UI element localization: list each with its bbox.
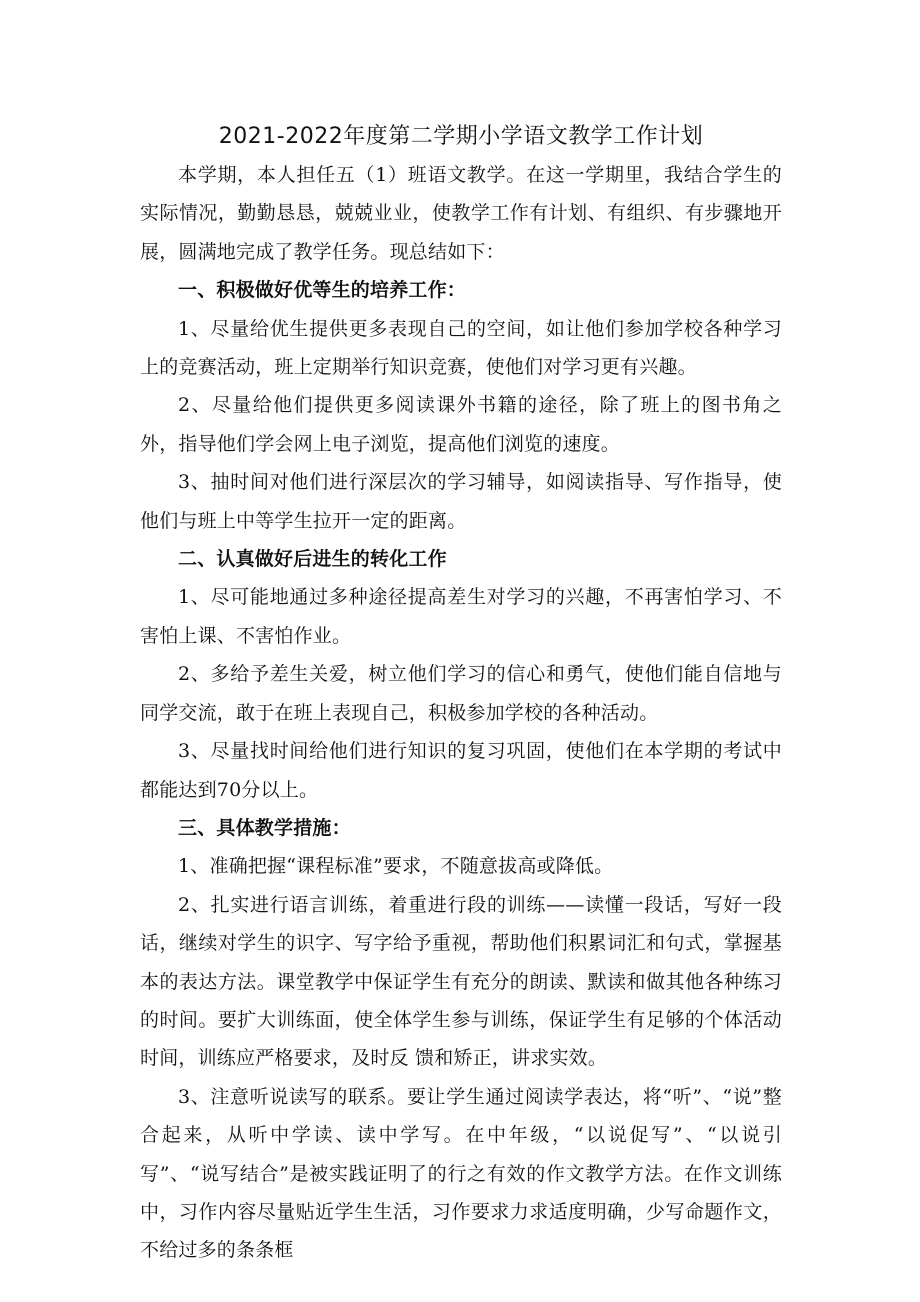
section-1-paragraph-3: 3、抽时间对他们进行深层次的学习辅导，如阅读指导、写作指导，使他们与班上中等学生拉开一定的距离。 bbox=[140, 471, 782, 532]
section-heading-1: 一、积极做好优等生的培养工作： bbox=[178, 279, 467, 302]
section-heading-2: 二、认真做好后进生的转化工作 bbox=[178, 548, 447, 571]
section-2-paragraph-1: 1、尽可能地通过多种途径提高差生对学习的兴趣，不再害怕学习、不害怕上课、不害怕作业。 bbox=[140, 586, 782, 647]
section-3-paragraph-1: 1、准确把握“课程标准”要求，不随意拔高或降低。 bbox=[178, 855, 614, 878]
section-1-paragraph-2: 2、尽量给他们提供更多阅读课外书籍的途径，除了班上的图书角之外，指导他们学会网上电子浏览，提高他们浏览的速度。 bbox=[140, 394, 782, 455]
intro-paragraph: 本学期，本人担任五（1）班语文教学。在这一学期里，我结合学生的实际情况，勤勤恳恳，兢兢业业，使教学工作有计划、有组织、有步骤地开展，圆满地完成了教学任务。现总结如下： bbox=[140, 164, 782, 263]
section-1-paragraph-1: 1、尽量给优生提供更多表现自己的空间，如让他们参加学校各种学习上的竞赛活动，班上定期举行知识竞赛，使他们对学习更有兴趣。 bbox=[140, 317, 782, 379]
section-2-paragraph-3: 3、尽量找时间给他们进行知识的复习巩固，使他们在本学期的考试中都能达到70分以上。 bbox=[140, 740, 782, 801]
document-title: 2021-2022年度第二学期小学语文教学工作计划 bbox=[218, 124, 704, 149]
section-3-paragraph-2: 2、扎实进行语言训练，着重进行段的训练——读懂一段话，写好一段话，继续对学生的识字、写字给予重视，帮助他们积累词汇和句式，掌握基本的表达方法。课堂教学中保证学生有充分的朗读、默读和做其他各种练习的时间。要扩大训练面，使全体学生参与训练，保证学生有足够的个体活动时间，训练应严格要求，及时反 馈和矫正，讲求实效。 bbox=[140, 893, 782, 1070]
section-2-paragraph-2: 2、多给予差生关爱，树立他们学习的信心和勇气，使他们能自信地与同学交流，敢于在班上表现自己，积极参加学校的各种活动。 bbox=[140, 663, 782, 724]
document-body bbox=[140, 118, 782, 1270]
section-3-paragraph-3: 3、注意听说读写的联系。要让学生通过阅读学表达，将“听”、“说”整合起来，从听中学读、读中学写。在中年级，“以说促写”、“以说引写”、“说写结合”是被实践证明了的行之有效的作文教学方法。在作文训练中，习作内容尽量贴近学生生活，习作要求力求适度明确，少写命题作文，不给过多的条条框 bbox=[140, 1085, 782, 1262]
section-heading-3: 三、具体教学措施： bbox=[178, 816, 351, 839]
